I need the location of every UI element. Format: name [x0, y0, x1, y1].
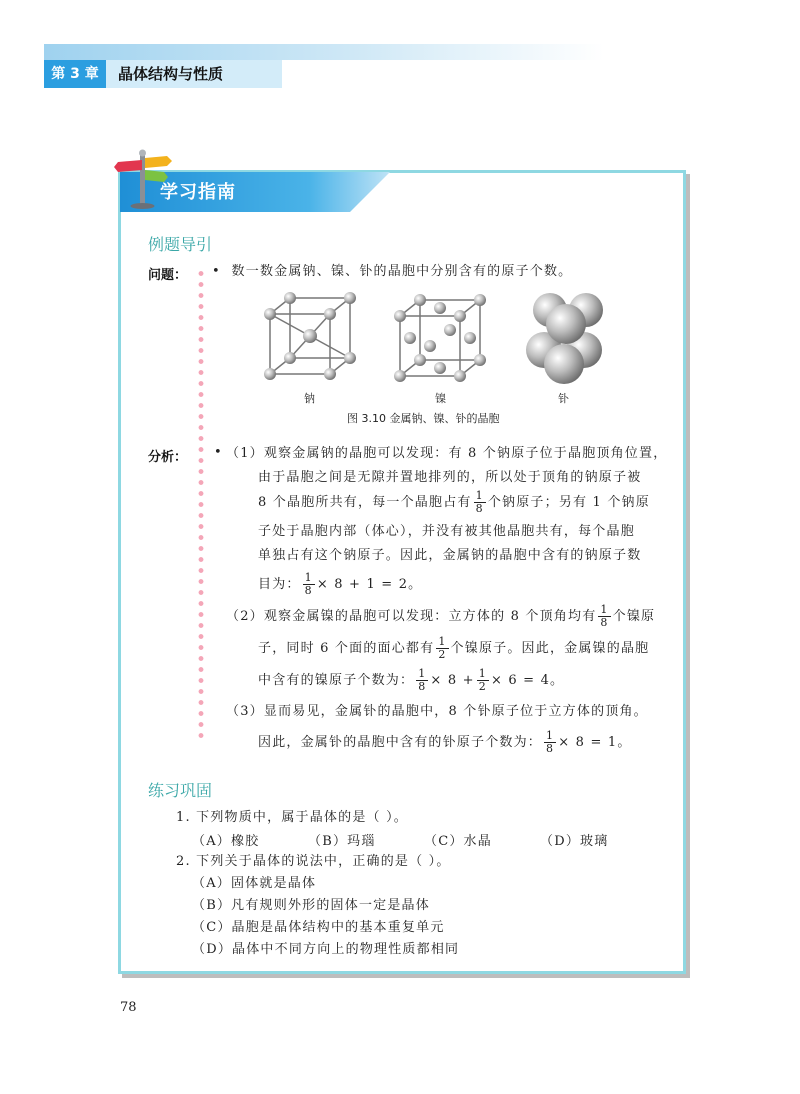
fraction: [416, 668, 428, 693]
analysis-p1-line3: [258, 490, 650, 515]
text-span: × 8 + 1 = 2。: [316, 577, 423, 592]
analysis-p1-line6: [258, 572, 422, 597]
text-span: （2）观察金属镍的晶胞可以发现：立方体的 8 个顶角均有: [226, 609, 597, 624]
text-span: 个镍原: [612, 609, 656, 624]
guide-title: 学习指南: [160, 182, 236, 203]
fraction: [303, 572, 315, 597]
frac-den: 8: [304, 584, 313, 597]
header-bar: [44, 44, 604, 60]
q2-option-b: （B）凡有规则外形的固体一定是晶体: [192, 898, 430, 913]
figure-label-po: 钋: [558, 392, 569, 405]
unit-cell-figure: [258, 292, 618, 388]
analysis-bullet: •: [214, 445, 222, 460]
question-sentence: 数一数金属钠、镍、钋的晶胞中分别含有的原子个数。: [231, 264, 573, 279]
chapter-label: 第 3 章: [44, 60, 106, 88]
text-span: 目为：: [258, 577, 301, 592]
page-number: 78: [120, 1000, 137, 1015]
q2-option-d: （D）晶体中不同方向上的物理性质都相同: [192, 942, 460, 957]
q1-option-d: （D）玻璃: [540, 834, 609, 849]
analysis-p3-line2: [258, 730, 632, 755]
analysis-p2-line1: [226, 604, 655, 629]
analysis-p2-line3: [258, 668, 564, 693]
text-span: × 6 = 4。: [490, 673, 565, 688]
text-span: × 8 +: [430, 673, 475, 688]
figure-label-na: 钠: [304, 392, 315, 405]
sodium-cell: [264, 292, 356, 380]
frac-num: 1: [418, 667, 427, 680]
figure-caption: 图 3.10 金属钠、镍、钋的晶胞: [347, 412, 500, 425]
dotted-divider: [198, 268, 204, 738]
text-span: 子，同时 6 个面的面心都有: [258, 641, 435, 656]
analysis-p1-line2: 由于晶胞之间是无隙并置地排列的，所以处于顶角的钠原子被: [258, 470, 642, 485]
analysis-p1-line4: 子处于晶胞内部（体心），并没有被其他晶胞共有，每个晶胞: [258, 524, 635, 539]
text-span: 8 个晶胞所共有，每一个晶胞占有: [258, 495, 472, 510]
frac-num: 1: [304, 571, 313, 584]
frac-num: 1: [475, 489, 484, 502]
q2-option-a: （A）固体就是晶体: [192, 876, 317, 891]
frac-den: 8: [418, 680, 427, 693]
frac-den: 8: [475, 502, 484, 515]
question-1: 1. 下列物质中，属于晶体的是（ ）。: [176, 810, 408, 825]
question-label: 问题：: [148, 268, 188, 283]
frac-num: 1: [478, 667, 487, 680]
text-span: 因此，金属钋的晶胞中含有的钋原子个数为：: [258, 735, 543, 750]
example-heading: 例题导引: [148, 235, 213, 254]
fraction: [436, 636, 448, 661]
fraction: [474, 490, 486, 515]
practice-heading: 练习巩固: [148, 781, 213, 800]
polonium-cell: [526, 293, 603, 384]
frac-den: 2: [438, 648, 447, 661]
figure-label-ni: 镍: [435, 392, 446, 405]
frac-den: 8: [600, 616, 609, 629]
frac-num: 1: [600, 603, 609, 616]
q1-option-b: （B）玛瑙: [308, 834, 376, 849]
analysis-label: 分析：: [148, 450, 188, 465]
nickel-cell: [394, 294, 486, 382]
q1-option-c: （C）水晶: [424, 834, 492, 849]
text-span: 个钠原子；另有 1 个钠原: [487, 495, 650, 510]
text-span: × 8 = 1。: [558, 735, 632, 750]
frac-den: 8: [546, 742, 555, 755]
text-span: 中含有的镍原子个数为：: [258, 673, 415, 688]
analysis-p2-line2: [258, 636, 649, 661]
q1-option-a: （A）橡胶: [192, 834, 260, 849]
analysis-p1-line5: 单独占有这个钠原子。因此，金属钠的晶胞中含有的钠原子数: [258, 548, 642, 563]
analysis-p3-line1: （3）显而易见，金属钋的晶胞中，8 个钋原子位于立方体的顶角。: [226, 704, 648, 719]
frac-den: 2: [478, 680, 487, 693]
question-text: • 数一数金属钠、镍、钋的晶胞中分别含有的原子个数。: [212, 264, 573, 279]
fraction: [544, 730, 556, 755]
text-span: 个镍原子。因此，金属镍的晶胞: [450, 641, 650, 656]
frac-num: 1: [438, 635, 447, 648]
question-2: 2. 下列关于晶体的说法中，正确的是（ ）。: [176, 854, 451, 869]
frac-num: 1: [546, 729, 555, 742]
chapter-title: 晶体结构与性质: [106, 60, 282, 88]
fraction: [477, 668, 489, 693]
fraction: [598, 604, 610, 629]
q2-option-c: （C）晶胞是晶体结构中的基本重复单元: [192, 920, 445, 935]
analysis-p1-line1: （1）观察金属钠的晶胞可以发现：有 8 个钠原子位于晶胞顶角位置，: [226, 446, 668, 461]
